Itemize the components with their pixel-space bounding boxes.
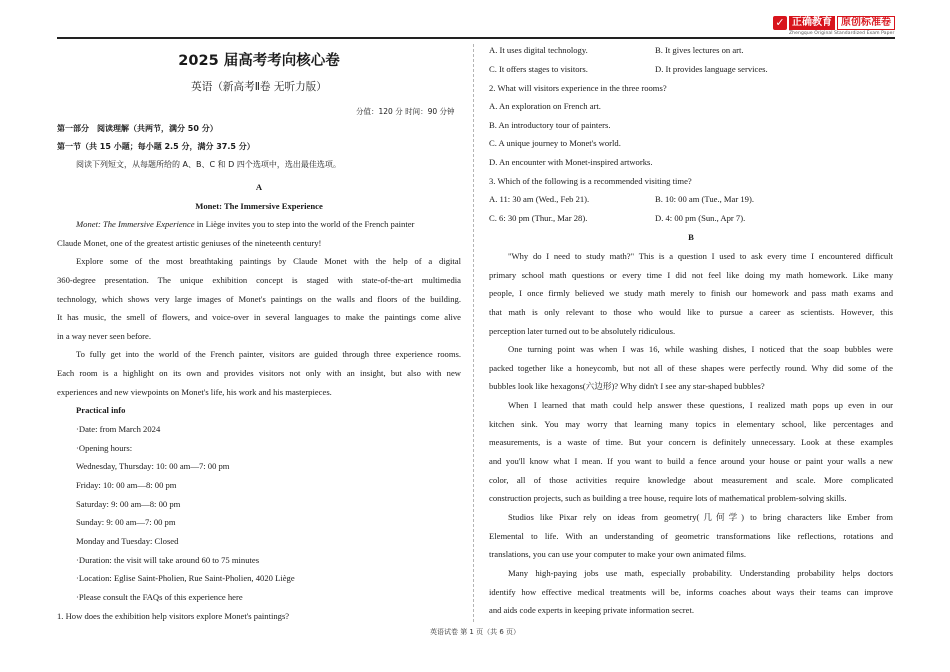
text-line: Explore some of the most breathtaking paintings by Claude Monet with the help of a digital	[76, 256, 461, 266]
passage-b-label: B	[688, 232, 694, 242]
text-line: packed together like a honeycomb, but not all of these shapes were perfectly round. Why did some of the	[489, 363, 893, 373]
exam-title: 2025 届高考考向核心卷	[178, 53, 340, 69]
option: A. It uses digital technology.	[489, 45, 588, 55]
text-line: people, I once firmly believed we study math merely to finish our homework and pass math exams and	[489, 288, 893, 298]
passage-a-p1-line1: Monet: The Immersive Experience in Liège invites you to step into the world of the French painter	[76, 219, 415, 229]
exam-subtitle: 英语（新高考Ⅱ卷 无听力版）	[191, 81, 327, 93]
check-icon: ✓	[773, 16, 787, 30]
text-line: technology, which shows very large images of Monet's paintings on the walls and floors of the building.	[57, 294, 461, 304]
text-line: translations, you can use your computer to make your own animated films.	[489, 549, 747, 559]
text-line: and you'll know what I mean. If you want to build a fence around your house or paint your walls a new	[489, 456, 893, 466]
option: C. A unique journey to Monet's world.	[489, 138, 621, 148]
practical-info-title: Practical info	[76, 405, 126, 415]
instruction: 阅读下列短文，从每题所给的 A、B、C 和 D 四个选项中，选出最佳选项。	[76, 160, 341, 169]
info-line: Monday and Tuesday: Closed	[76, 536, 179, 546]
question-1: 1. How does the exhibition help visitors explore Monet's paintings?	[57, 611, 290, 621]
text-line: experiences and new viewpoints on Monet's life, his work and his masterpieces.	[57, 387, 332, 397]
text-line: 360-degree presentation. The unique exhibition concept is staged with state-of-the-art multimedia	[57, 275, 461, 285]
text-line: Studios like Pixar rely on ideas from geometry(几何学) to bring characters like Ember from	[508, 512, 893, 522]
logo-tag: 原创标准卷	[837, 16, 895, 30]
info-line: ·Opening hours:	[76, 443, 133, 453]
text-line: One turning point was when I was 16, while washing dishes, I noticed that the soap bubbles were	[508, 344, 893, 354]
info-line: ·Please consult the FAQs of this experience here	[76, 592, 243, 602]
option: B. An introductory tour of painters.	[489, 120, 611, 130]
option: B. It gives lectures on art.	[655, 45, 744, 55]
passage-a-p1-line2: Claude Monet, one of the greatest artistic geniuses of the nineteenth century!	[57, 238, 322, 248]
passage-a-title: Monet: The Immersive Experience	[195, 201, 323, 211]
info-line: ·Location: Eglise Saint-Pholien, Rue Saint-Pholien, 4020 Liège	[76, 573, 295, 583]
info-line: ·Duration: the visit will take around 60 to 75 minutes	[76, 555, 260, 565]
logo-brand: 正确教育	[789, 16, 835, 30]
text-line: bubbles look like hexagons(六边形)? Why didn't I see any star-shaped bubbles?	[489, 381, 765, 391]
text-line: primary school math questions or every time I did not feel like doing my math homework. Like many	[489, 270, 893, 280]
option: D. It provides language services.	[655, 64, 768, 74]
option: A. 11: 30 am (Wed., Feb 21).	[489, 194, 590, 204]
info-line: ·Date: from March 2024	[76, 424, 161, 434]
brand-logo	[773, 14, 895, 38]
text-line: "Why do I need to study math?" This is a question I used to ask every time I encountered difficult	[508, 251, 893, 261]
info-line: Saturday: 9: 00 am—8: 00 pm	[76, 499, 181, 509]
question-2: 2. What will visitors experience in the three rooms?	[489, 83, 667, 93]
option: A. An exploration on French art.	[489, 101, 601, 111]
text-line: and aids code experts in keeping private information secret.	[489, 605, 694, 615]
info-line: Friday: 10: 00 am—8: 00 pm	[76, 480, 177, 490]
text-line: identify how effective medical treatments will be, informs coaches about ways their teams can improve	[489, 587, 893, 597]
section1-heading: 第一节（共 15 小题；每小题 2.5 分，满分 37.5 分）	[57, 142, 255, 151]
text-line: When I learned that math could help answer these questions, I realized math pops up even in our	[508, 400, 893, 410]
text-line: To fully get into the world of the French painter, visitors are guided through three experience rooms.	[76, 349, 461, 359]
option: D. An encounter with Monet-inspired artworks.	[489, 157, 653, 167]
text-line: Each room is a highlight on its own and provides visitors not only with an insight, but also with new	[57, 368, 461, 378]
column-divider	[473, 44, 474, 622]
option: C. 6: 30 pm (Thur., Mar 28).	[489, 213, 588, 223]
text-line: color, all of those activities require knowledge about measurement and scale. More complicated	[489, 475, 893, 485]
question-3: 3. Which of the following is a recommended visiting time?	[489, 176, 692, 186]
text-line: It has music, the smell of flowers, and voice-over in several languages to make the paintings come alive	[57, 312, 461, 322]
option: B. 10: 00 am (Tue., Mar 19).	[655, 194, 754, 204]
page-footer: 英语试卷 第 1 页（共 6 页）	[429, 628, 521, 636]
exhibit-name: Monet: The Immersive Experience	[76, 219, 195, 229]
passage-a-label: A	[255, 182, 263, 192]
option: C. It offers stages to visitors.	[489, 64, 588, 74]
text-line: Many high-paying jobs use math, especially probability. Understanding probability helps doctors	[508, 568, 893, 578]
text-line: Elemental to life. With an understanding of geometric transformations like reflections, rotations and	[489, 531, 893, 541]
text-line: kitchen sink. You may worry that learning many topics in elementary school, like percentages and	[489, 419, 893, 429]
text-line: perception later turned out to be absolutely ridiculous.	[489, 326, 676, 336]
text-line: in a way never seen before.	[57, 331, 152, 341]
text-line: that math is only relevant to those who would like to pursue a career as scientists. However, this	[489, 307, 893, 317]
text-line: construction projects, such as building a tree house, require lots of mathematical problem-solving skills.	[489, 493, 847, 503]
text-line: measurements, is a waste of time. But your concern is definitely unnecessary. Look at these examples	[489, 437, 893, 447]
exam-meta: 分值：120 分 时间：90 分钟	[356, 107, 455, 116]
header-rule	[57, 37, 895, 39]
info-line: Wednesday, Thursday: 10: 00 am—7: 00 pm	[76, 461, 230, 471]
option: D. 4: 00 pm (Sun., Apr 7).	[655, 213, 746, 223]
info-line: Sunday: 9: 00 am—7: 00 pm	[76, 517, 176, 527]
part1-heading: 第一部分 阅读理解（共两节，满分 50 分）	[57, 124, 218, 133]
logo-subtitle: Zhengque Original Standardized Exam Paper	[789, 31, 895, 36]
